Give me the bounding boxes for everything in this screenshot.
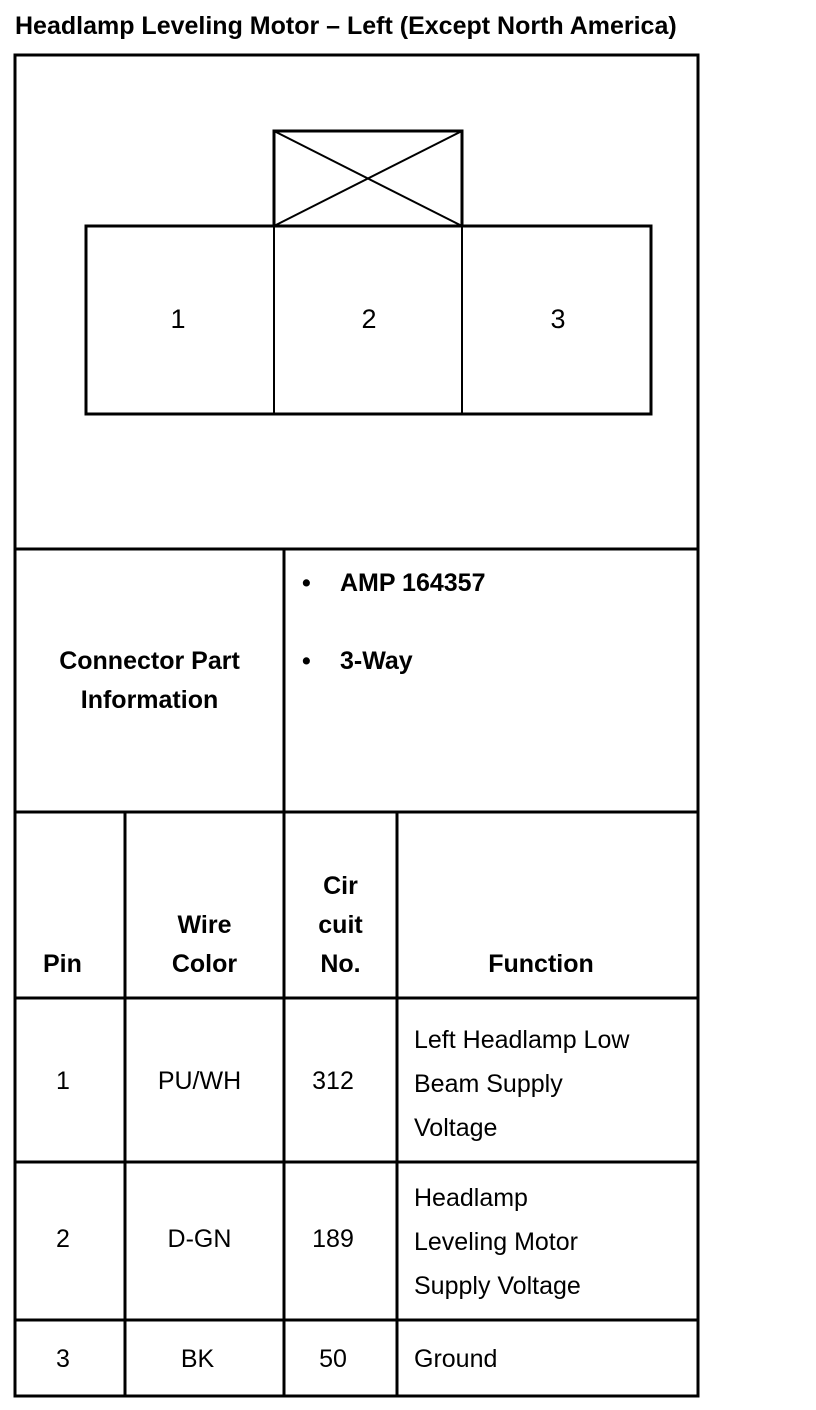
header-circuit-no: Cir cuit No.	[318, 872, 363, 978]
cell-circuit-no: 312	[312, 1067, 354, 1095]
header-function: Function	[488, 950, 594, 978]
connector-diagram	[86, 131, 651, 414]
bullet-symbol: •	[302, 647, 311, 675]
cell-circuit-no: 50	[319, 1345, 347, 1373]
cell-circuit-no: 189	[312, 1225, 354, 1253]
connector-ways: 3-Way	[340, 647, 413, 675]
cell-function: Ground	[414, 1345, 498, 1373]
cell-wire-color: PU/WH	[157, 1067, 242, 1095]
cell-wire-color: BK	[180, 1345, 215, 1373]
cell-pin: 3	[56, 1345, 70, 1373]
bullet-symbol: •	[302, 569, 311, 597]
cell-wire-color: D-GN	[167, 1225, 232, 1253]
connector-pin-2: 2	[361, 304, 377, 334]
cell-pin: 1	[56, 1067, 70, 1095]
header-wire-color: Wire Color	[171, 911, 238, 978]
connector-pin-1: 1	[170, 304, 186, 334]
cell-pin: 2	[56, 1225, 70, 1253]
cell-function: Headlamp Leveling Motor Supply Voltage	[414, 1184, 581, 1300]
part-info-label: Connector Part Information	[59, 647, 240, 714]
page-title: Headlamp Leveling Motor – Left (Except North America)	[15, 12, 677, 40]
cell-function: Left Headlamp Low Beam Supply Voltage	[414, 1026, 630, 1142]
part-number: AMP 164357	[340, 569, 486, 597]
connector-pin-3: 3	[550, 304, 566, 334]
header-pin: Pin	[43, 950, 82, 978]
